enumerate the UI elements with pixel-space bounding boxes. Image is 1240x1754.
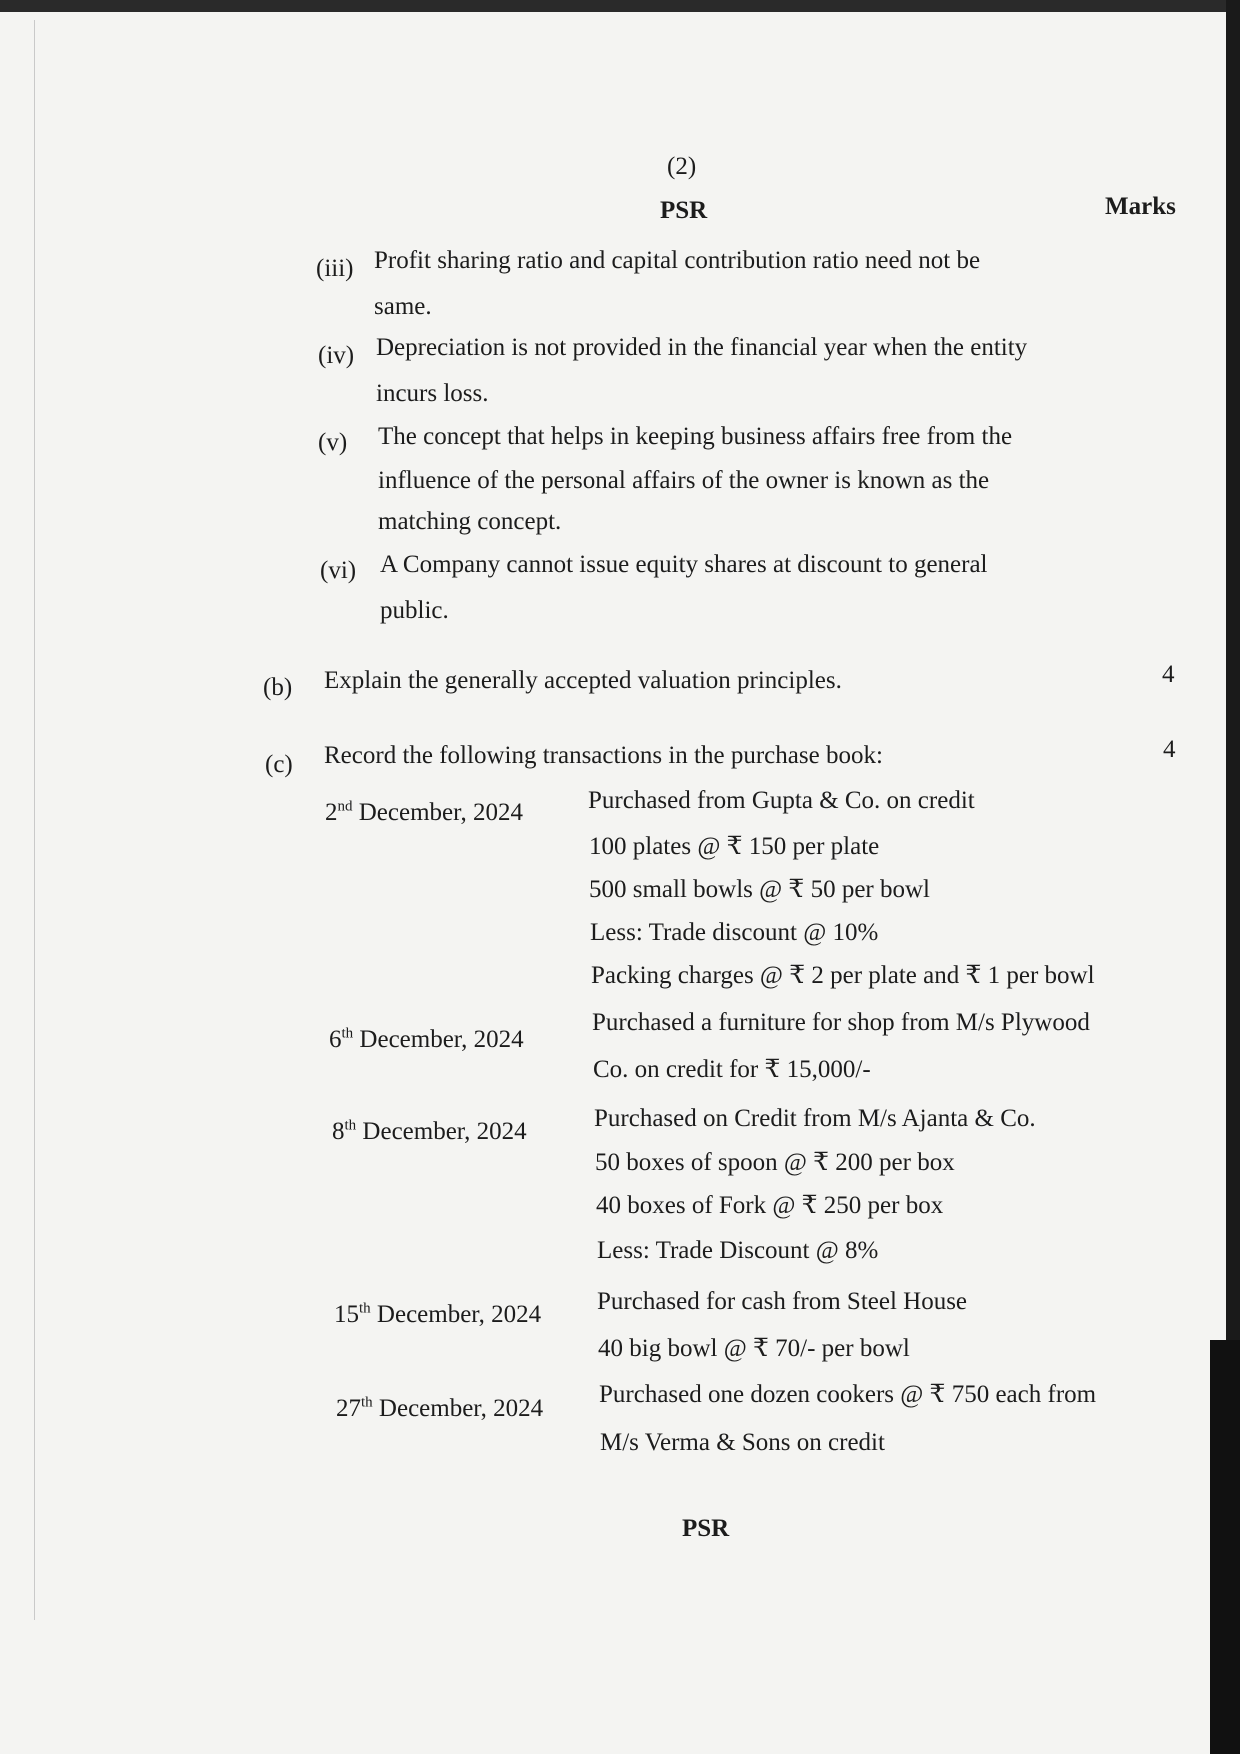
statement-line: same. [374,293,432,320]
transaction-detail: Less: Trade Discount @ 8% [597,1237,879,1264]
transaction-detail: Purchased on Credit from M/s Ajanta & Co. [594,1105,1036,1132]
marks-heading: Marks [1105,193,1176,220]
scan-top-edge [0,0,1240,12]
transaction-date: 8th December, 2024 [332,1117,527,1145]
transaction-date: 2nd December, 2024 [325,798,523,826]
transaction-detail: Packing charges @ ₹ 2 per plate and ₹ 1 per bowl [591,962,1095,989]
part-b-question: Explain the generally accepted valuation principles. [324,667,842,694]
paper-code-bottom: PSR [682,1515,730,1542]
statement-number: (v) [318,429,348,456]
statement-number: (iii) [316,255,354,282]
transaction-detail: M/s Verma & Sons on credit [600,1429,885,1456]
statement-line: public. [380,597,449,624]
part-c-label: (c) [265,751,293,778]
statement-line: matching concept. [378,508,562,535]
transaction-detail: Purchased for cash from Steel House [597,1288,968,1315]
statement-line: The concept that helps in keeping business affairs free from the [378,423,1013,450]
transaction-date: 6th December, 2024 [329,1025,524,1053]
transaction-detail: 500 small bowls @ ₹ 50 per bowl [589,876,930,903]
scan-left-margin-line [34,20,35,1620]
transaction-detail: Less: Trade discount @ 10% [590,919,879,946]
page-number: (2) [667,153,697,180]
statement-line: Depreciation is not provided in the financial year when the entity [376,334,1028,361]
transaction-detail: 100 plates @ ₹ 150 per plate [589,833,880,860]
statement-line: Profit sharing ratio and capital contribution ratio need not be [374,247,981,274]
part-b-marks: 4 [1162,661,1175,688]
statement-line: incurs loss. [376,380,489,407]
scan-right-edge-lower [1210,1340,1240,1754]
transaction-detail: Co. on credit for ₹ 15,000/- [593,1056,871,1083]
paper-code-top: PSR [660,197,708,224]
transaction-detail: Purchased a furniture for shop from M/s Plywood [592,1009,1090,1036]
statement-number: (vi) [320,557,357,584]
part-c-question: Record the following transactions in the purchase book: [324,742,883,769]
statement-line: A Company cannot issue equity shares at discount to general [380,551,988,578]
transaction-date: 15th December, 2024 [334,1300,542,1328]
statement-number: (iv) [318,342,355,369]
part-c-marks: 4 [1163,736,1176,763]
part-b-label: (b) [263,674,293,701]
transaction-detail: 50 boxes of spoon @ ₹ 200 per box [595,1149,955,1176]
transaction-detail: Purchased one dozen cookers @ ₹ 750 each from [599,1381,1097,1408]
transaction-date: 27th December, 2024 [336,1394,544,1422]
statement-line: influence of the personal affairs of the owner is known as the [378,467,990,494]
transaction-detail: 40 big bowl @ ₹ 70/- per bowl [598,1335,910,1362]
transaction-detail: 40 boxes of Fork @ ₹ 250 per box [596,1192,944,1219]
transaction-detail: Purchased from Gupta & Co. on credit [588,787,975,814]
